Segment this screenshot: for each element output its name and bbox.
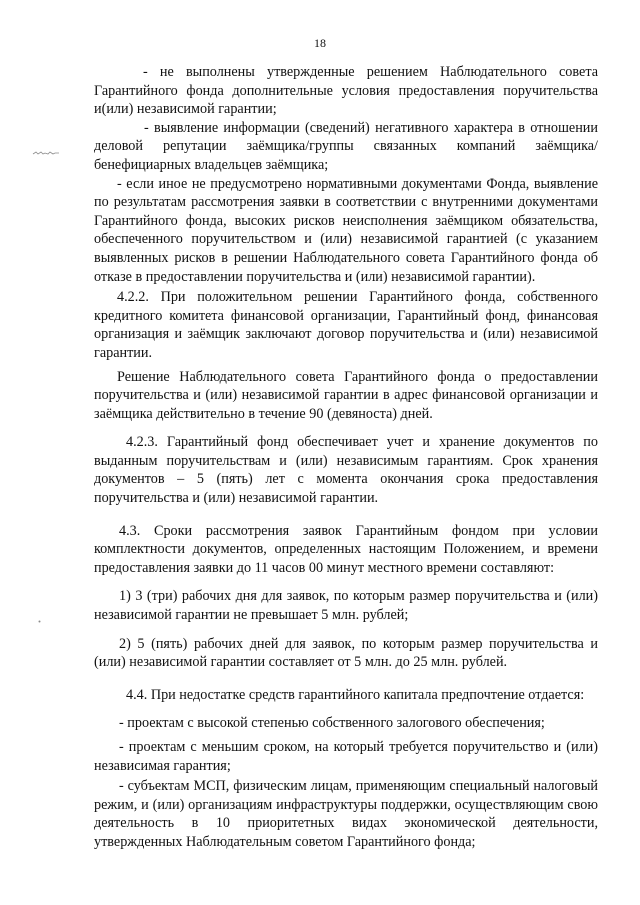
paragraph-4-2-3: 4.2.3. Гарантийный фонд обеспечивает учет и хранение документов по выданным поручительствам и (или) независимым гарантиям. Срок хранения документов – 5 (пять) лет с момента окончания срока предоставления поручительства и (или) независимой гарантии. bbox=[94, 434, 598, 507]
paragraph-negative-information: - выявление информации (сведений) негативного характера в отношении деловой репутации заёмщика/группы связанных компаний заёмщика/бенефициарных владельцев заёмщика; bbox=[94, 119, 598, 173]
paragraph-preference-shorter-term: - проектам с меньшим сроком, на который требуется поручительство и (или) независимая гарантия; bbox=[94, 739, 598, 774]
paragraph-term-three-days: 1) 3 (три) рабочих дня для заявок, по которым размер поручительства и (или) независимой гарантии не превышает 5 млн. рублей; bbox=[94, 588, 598, 624]
paragraph-4-4: 4.4. При недостатке средств гарантийного капитала предпочтение отдается: bbox=[126, 686, 585, 703]
page-number: 18 bbox=[314, 36, 326, 50]
paragraph-4-2-2: 4.2.2. При положительном решении Гарантийного фонда, собственного кредитного комитета финансовой организации, Гарантийный фонд, финансовая организация и заёмщик заключают договор поручительства и (или) независимой гарантии. bbox=[94, 289, 598, 361]
document-body bbox=[94, 63, 598, 852]
paragraph-high-risks: - если иное не предусмотрено нормативными документами Фонда, выявление по результатам рассмотрения заявки в соответствии с внутренними документами Гарантийного фонда, высоких рисков неисполнения заёмщиком обязательства, обеспеченного поручительством и (или) независимой гарантией (с указанием выявленных рисков в решении Наблюдательного совета Гарантийного фонда об отказе в предоставлении поручительства и (или) независимой гарантии). bbox=[94, 175, 598, 285]
paragraph-conditions-not-met: - не выполнены утвержденные решением Наблюдательного совета Гарантийного фонда дополнительные условия предоставления поручительства и(или) независимой гарантии; bbox=[94, 64, 598, 118]
margin-dot-mark bbox=[38, 620, 41, 623]
margin-scribble-mark bbox=[32, 150, 60, 156]
paragraph-4-3: 4.3. Сроки рассмотрения заявок Гарантийным фондом при условии комплектности документов, определенных настоящим Положением, и времени предоставления заявки до 11 часов 00 минут местного времени составляют: bbox=[94, 522, 598, 576]
paragraph-decision-validity: Решение Наблюдательного совета Гарантийного фонда о предоставлении поручительства и (или) независимой гарантии в адрес финансовой организации и заёмщика действительно в течение 90 (девяноста) дней. bbox=[94, 368, 598, 422]
paragraph-term-five-days: 2) 5 (пять) рабочих дней для заявок, по которым размер поручительства и (или) независимой гарантии составляет от 5 млн. до 25 млн. рублей. bbox=[94, 635, 598, 671]
paragraph-preference-collateral: - проектам с высокой степенью собственного залогового обеспечения; bbox=[119, 715, 545, 732]
paragraph-preference-priority-sectors: - субъектам МСП, физическим лицам, применяющим специальный налоговый режим, и (или) организациям инфраструктуры поддержки, осуществляющим свою деятельность в 10 приоритетных видах экономической деятельности, утвержденных Наблюдательным советом Гарантийного фонда; bbox=[94, 778, 598, 850]
